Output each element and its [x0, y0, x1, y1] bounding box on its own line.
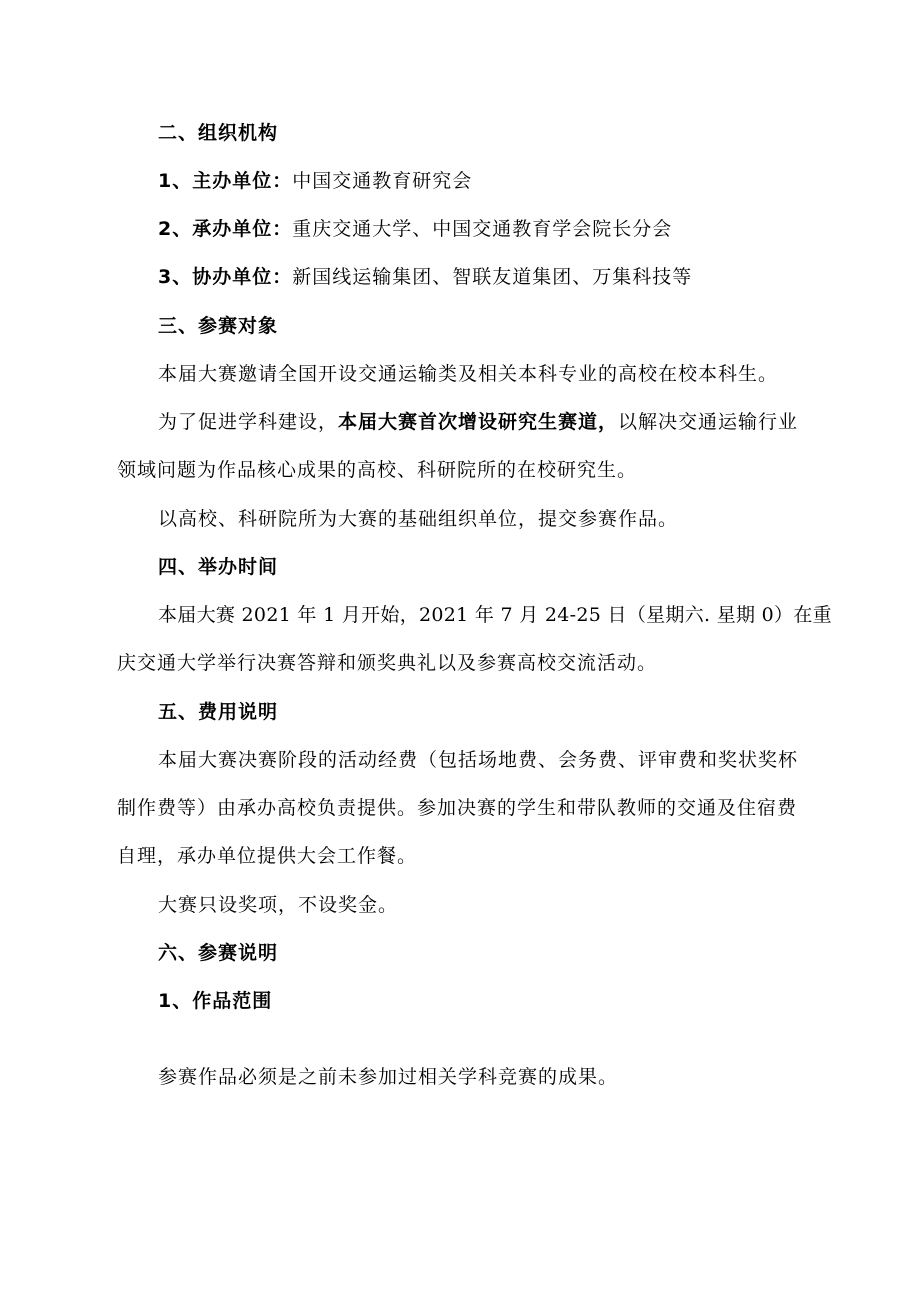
list-item-co-organizer [158, 265, 692, 289]
item-value: 重庆交通大学、中国交通教育学会院长分会 [292, 218, 673, 240]
subheading-scope: 1、作品范围 [158, 990, 273, 1012]
section-heading-instructions: 六、参赛说明 [158, 942, 279, 964]
text-run: 为了促进学科建设， [158, 411, 339, 433]
emphasis-text: 本届大赛首次增设研究生赛道， [338, 411, 619, 433]
paragraph-fees-line1: 本届大赛决赛阶段的活动经费（包括场地费、会务费、评审费和奖状奖杯 [158, 749, 799, 771]
paragraph-scope: 参赛作品必须是之前未参加过相关学科竞赛的成果。 [158, 1066, 619, 1088]
paragraph-graduate-line2: 领域问题为作品核心成果的高校、科研院所的在校研究生。 [117, 459, 638, 481]
paragraph-fees-line3: 自理，承办单位提供大会工作餐。 [117, 845, 418, 867]
section-heading-fees: 五、费用说明 [158, 701, 279, 723]
paragraph-organization-unit: 以高校、科研院所为大赛的基础组织单位，提交参赛作品。 [158, 508, 679, 530]
item-value: 中国交通教育研究会 [292, 170, 473, 192]
item-label: 3、协办单位： [158, 266, 293, 288]
text-run: 以解决交通运输行业 [618, 411, 799, 433]
list-item-organizer [158, 217, 672, 241]
section-heading-schedule: 四、举办时间 [158, 556, 279, 578]
paragraph-fees-line2: 制作费等）由承办高校负责提供。参加决赛的学生和带队教师的交通及住宿费 [117, 797, 798, 819]
paragraph-no-prize-money: 大赛只设奖项，不设奖金。 [158, 894, 399, 916]
item-label: 2、承办单位： [158, 218, 293, 240]
paragraph-schedule-line2: 庆交通大学举行决赛答辩和颁奖典礼以及参赛高校交流活动。 [117, 652, 658, 674]
section-heading-participants: 三、参赛对象 [158, 315, 279, 337]
list-item-host [158, 169, 472, 193]
paragraph-graduate-line1 [158, 410, 798, 434]
paragraph-undergrad: 本届大赛邀请全国开设交通运输类及相关本科专业的高校在校本科生。 [158, 363, 779, 385]
section-heading-organization: 二、组织机构 [158, 122, 279, 144]
item-value: 新国线运输集团、智联友道集团、万集科技等 [292, 266, 693, 288]
paragraph-schedule-line1: 本届大赛 2021 年 1 月开始，2021 年 7 月 24-25 日（星期六. 星期 0）在重 [158, 604, 832, 626]
item-label: 1、主办单位： [158, 170, 293, 192]
